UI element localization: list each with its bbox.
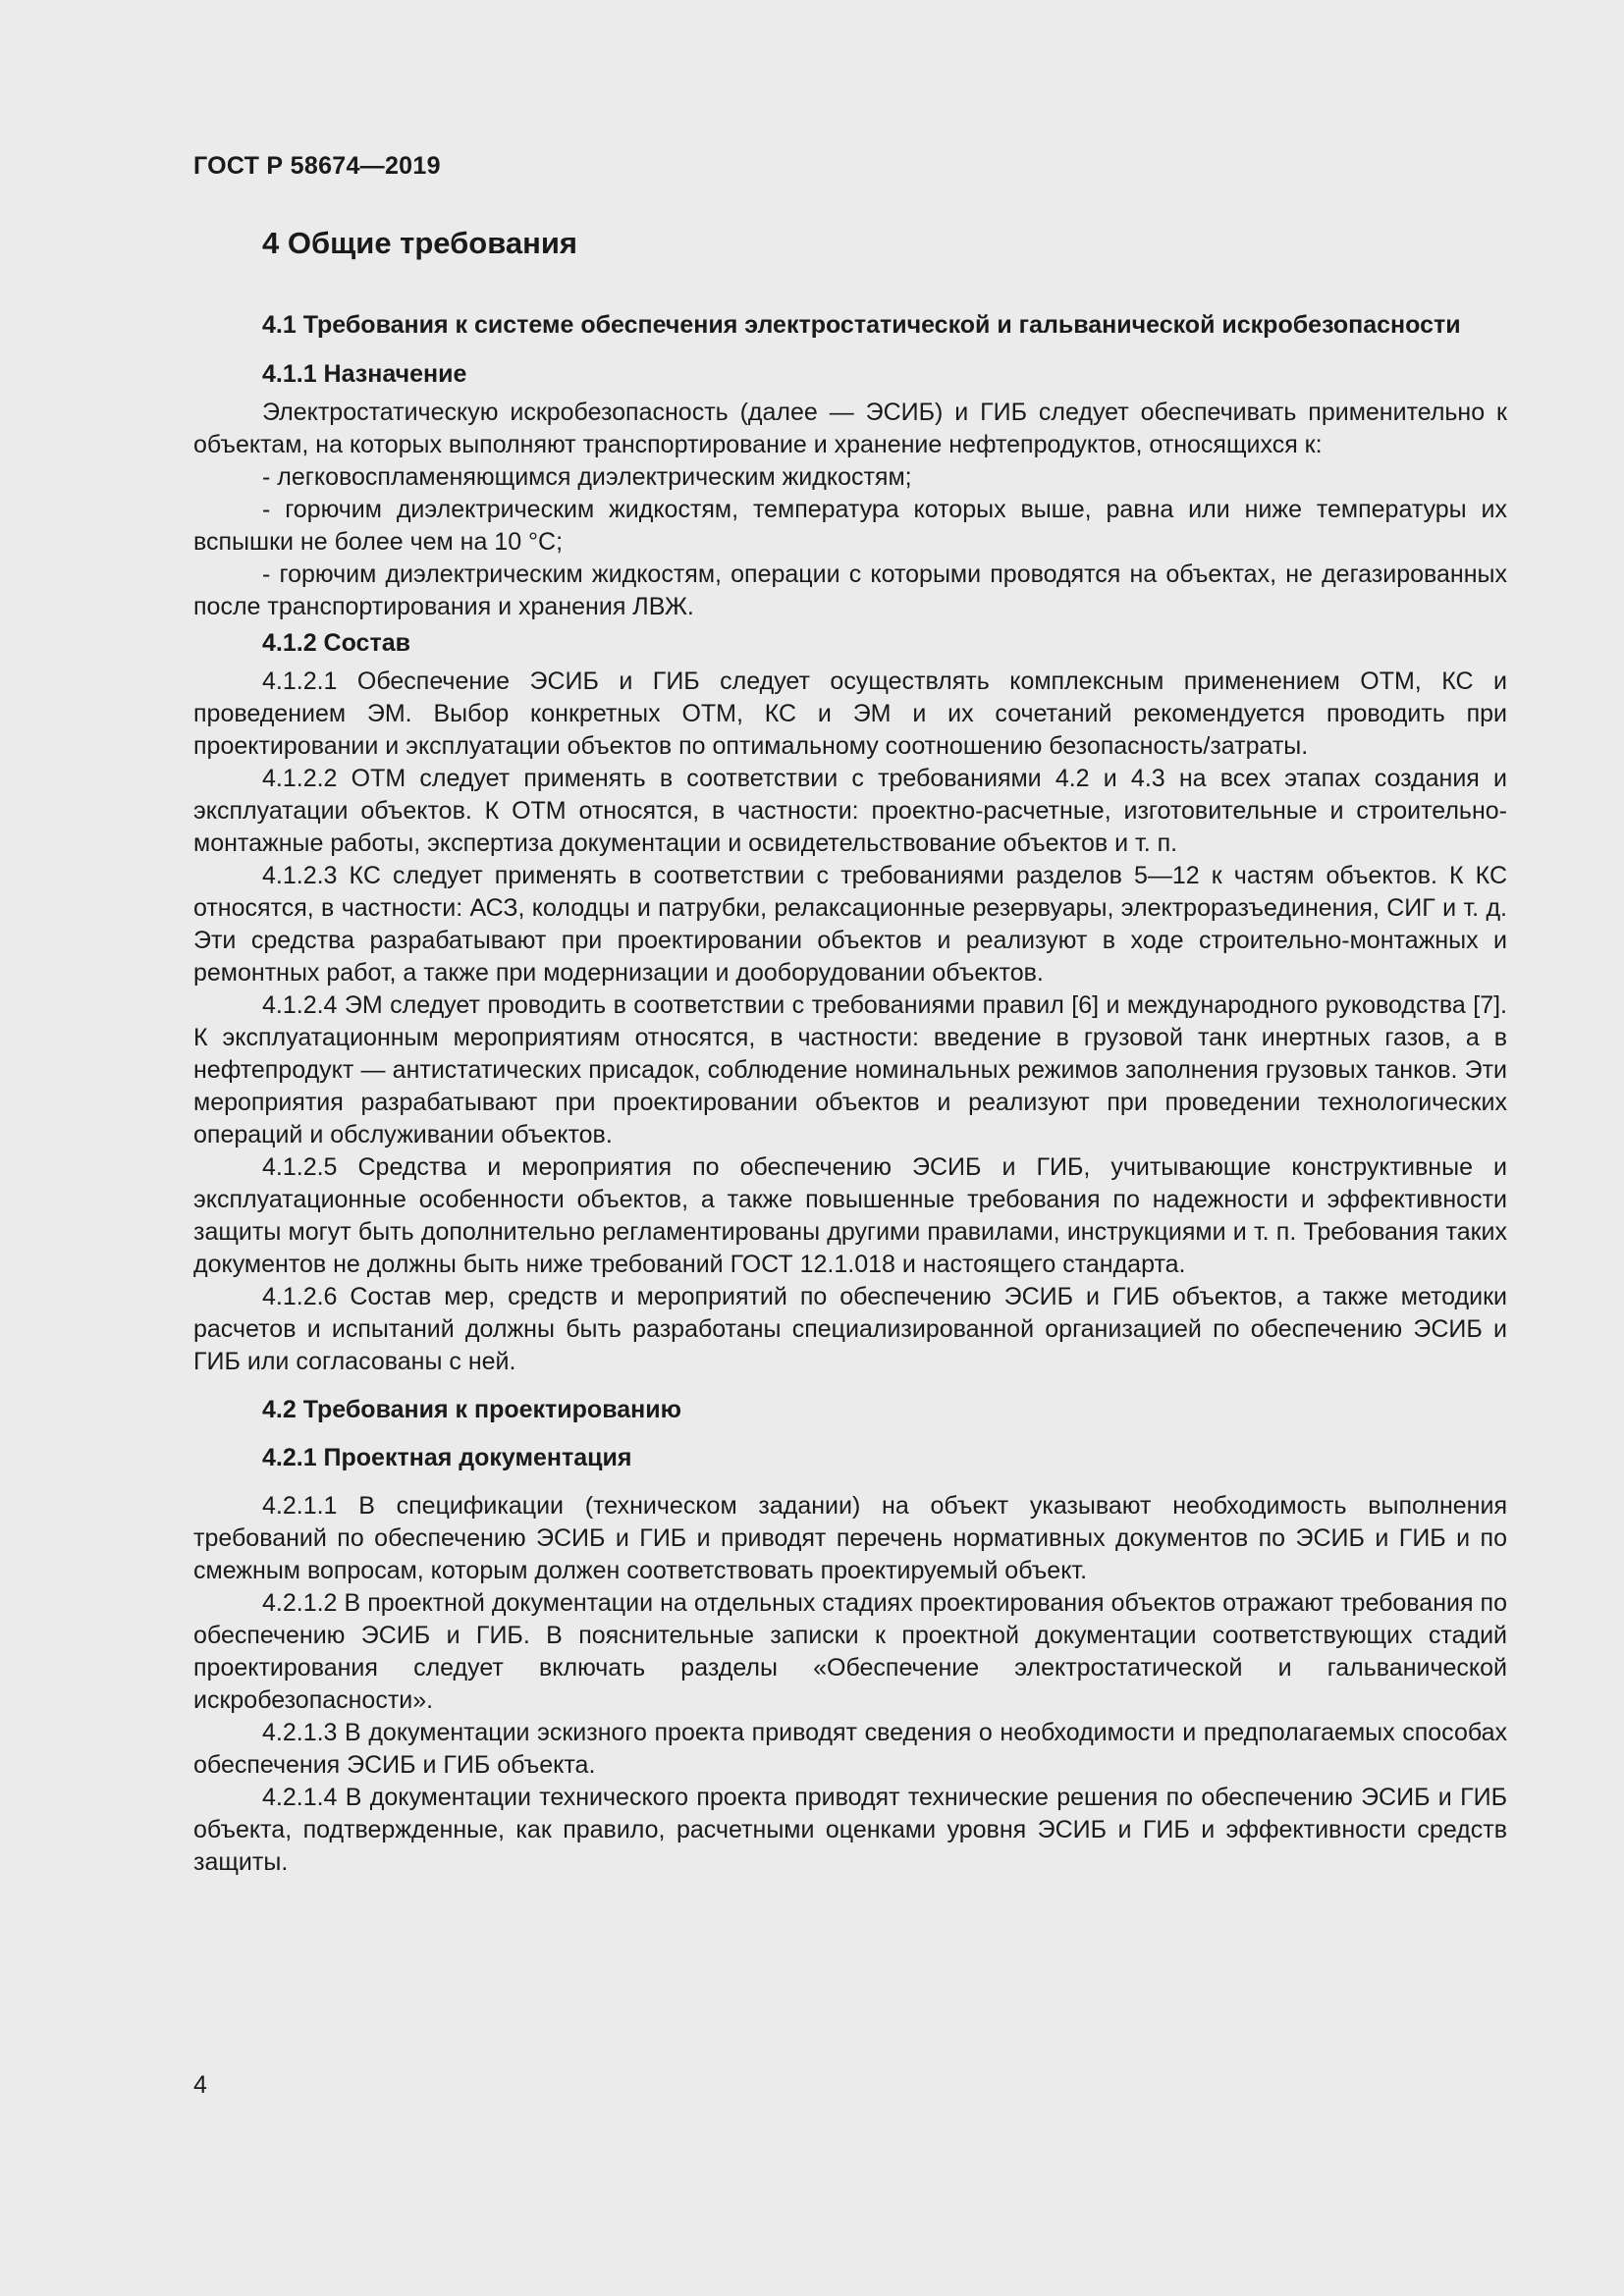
paragraph: 4.1.2.2 ОТМ следует применять в соответствии с требованиями 4.2 и 4.3 на всех этапах создания и эксплуатации объектов. К ОТМ относятся, в частности: проектно-расчетные, изготовительные и строительно-монтажные работы, экспертиза документации и освидетельствование объектов и т. п.	[193, 765, 1507, 857]
document-code: ГОСТ Р 58674—2019	[193, 152, 441, 180]
list-item: - легковоспламеняющимся диэлектрическим жидкостям;	[262, 463, 912, 491]
list-item: - горючим диэлектрическим жидкостям, температура которых выше, равна или ниже температуры их вспышки не более чем на 10 °С;	[193, 496, 1507, 556]
paragraph: 4.1.2.6 Состав мер, средств и мероприятий по обеспечению ЭСИБ и ГИБ объектов, а также методики расчетов и испытаний должны быть разработаны специализированной организацией по обеспечению ЭСИБ и ГИБ или согласованы с ней.	[193, 1283, 1507, 1375]
section-4-title: 4 Общие требования	[262, 226, 577, 260]
paragraph: 4.2.1.3 В документации эскизного проекта приводят сведения о необходимости и предполагаемых способах обеспечения ЭСИБ и ГИБ объекта.	[193, 1719, 1507, 1779]
section-4-1-2-title: 4.1.2 Состав	[262, 629, 410, 657]
section-4-2-1-title: 4.2.1 Проектная документация	[262, 1444, 632, 1471]
paragraph: 4.1.2.1 Обеспечение ЭСИБ и ГИБ следует осуществлять комплексным применением ОТМ, КС и проведением ЭМ. Выбор конкретных ОТМ, КС и ЭМ и их сочетаний рекомендуется проводить при проектировании и эксплуатации объектов по оптимальному соотношению безопасность/затраты.	[193, 667, 1507, 760]
paragraph: 4.2.1.1 В спецификации (техническом задании) на объект указывают необходимость выполнения требований по обеспечению ЭСИБ и ГИБ и приводят перечень нормативных документов по ЭСИБ и ГИБ и по смежным вопросам, которым должен соответствовать проектируемый объект.	[193, 1492, 1507, 1584]
page-number: 4	[193, 2071, 207, 2099]
paragraph: Электростатическую искробезопасность (далее — ЭСИБ) и ГИБ следует обеспечивать применительно к объектам, на которых выполняют транспортирование и хранение нефтепродуктов, относящихся к:	[193, 399, 1507, 458]
list-item: - горючим диэлектрическим жидкостям, операции с которыми проводятся на объектах, не дегазированных после транспортирования и хранения ЛВЖ.	[193, 561, 1507, 620]
paragraph: 4.1.2.3 КС следует применять в соответствии с требованиями разделов 5—12 к частям объектов. К КС относятся, в частности: АСЗ, колодцы и патрубки, релаксационные резервуары, электроразъединения, СИГ и т. д. Эти средства разрабатывают при проектировании объектов и реализуют в ходе строительно-монтажных и ремонтных работ, а также при модернизации и дооборудовании объектов.	[193, 862, 1507, 987]
document-body	[193, 224, 1507, 1879]
paragraph: 4.2.1.2 В проектной документации на отдельных стадиях проектирования объектов отражают требования по обеспечению ЭСИБ и ГИБ. В пояснительные записки к проектной документации соответствующих стадий проектирования следует включать разделы «Обеспечение электростатической и гальванической искробезопасности».	[193, 1589, 1507, 1714]
section-4-2-title: 4.2 Требования к проектированию	[262, 1396, 681, 1423]
section-4-1-1-title: 4.1.1 Назначение	[262, 360, 467, 388]
section-4-1-title: 4.1 Требования к системе обеспечения электростатической и гальванической искробезопасности	[262, 311, 1461, 339]
paragraph: 4.1.2.5 Средства и мероприятия по обеспечению ЭСИБ и ГИБ, учитывающие конструктивные и эксплуатационные особенности объектов, а также повышенные требования по надежности и эффективности защиты могут быть дополнительно регламентированы другими правилами, инструкциями и т. п. Требования таких документов не должны быть ниже требований ГОСТ 12.1.018 и настоящего стандарта.	[193, 1153, 1507, 1278]
paragraph: 4.1.2.4 ЭМ следует проводить в соответствии с требованиями правил [6] и международного руководства [7]. К эксплуатационным мероприятиям относятся, в частности: введение в грузовой танк инертных газов, а в нефтепродукт — антистатических присадок, соблюдение номинальных режимов заполнения грузовых танков. Эти мероприятия разрабатывают при проектировании объектов и реализуют при проведении технологических операций и обслуживании объектов.	[193, 991, 1507, 1148]
paragraph: 4.2.1.4 В документации технического проекта приводят технические решения по обеспечению ЭСИБ и ГИБ объекта, подтвержденные, как правило, расчетными оценками уровня ЭСИБ и ГИБ и эффективности средств защиты.	[193, 1784, 1507, 1876]
